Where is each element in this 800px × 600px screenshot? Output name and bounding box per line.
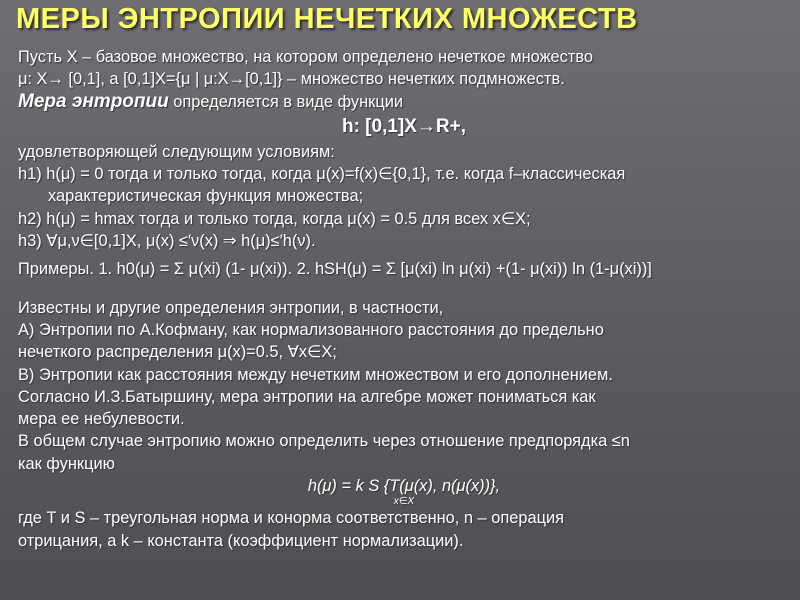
text-line-21: отрицания, а k – константа (коэффициент нормализации). bbox=[18, 531, 464, 550]
text-line-13: нечеткого распределения μ(x)=0.5, ∀x∈X; bbox=[18, 343, 337, 362]
text-line-3 bbox=[18, 91, 790, 113]
text-line-14: B) Энтропии как расстояния между нечетким множеством и его дополнением. bbox=[18, 365, 613, 384]
condition-h2: h2) h(μ) = hmax тогда и только тогда, когда μ(x) = 0.5 для всех x∈X; bbox=[18, 209, 531, 228]
slide-title: МЕРЫ ЭНТРОПИИ НЕЧЕТКИХ МНОЖЕСТВ bbox=[16, 3, 638, 35]
text-line-20: где T и S – треугольная норма и конорма соответственно, n – операция bbox=[18, 509, 564, 528]
text-line-5: удовлетворяющей следующим условиям: bbox=[18, 142, 335, 161]
text-line-15: Согласно И.З.Батыршину, мера энтропии на алгебре может пониматься как bbox=[18, 387, 596, 406]
text-line-16: мера ее небулевости. bbox=[18, 410, 185, 429]
formula-subscript: x∈X bbox=[393, 496, 415, 508]
text-line-18: как функцию bbox=[18, 454, 115, 473]
condition-h3: h3) ∀μ,ν∈[0,1]X, μ(x) ≤′ν(x) ⇒ h(μ)≤′h(ν). bbox=[18, 232, 316, 251]
condition-h1: h1) h(μ) = 0 тогда и только тогда, когда μ(x)=f(x)∈{0,1}, т.е. когда f–классическая bbox=[18, 165, 626, 184]
term-entropy-measure: Мера энтропии bbox=[18, 90, 169, 112]
text-line-11: Известны и другие определения энтропии, в частности, bbox=[18, 298, 444, 317]
text-line-1: Пусть X – базовое множество, на котором определено нечеткое множество bbox=[18, 48, 593, 66]
text-line-12: A) Энтропии по А.Кофману, как нормализованного расстояния до предельно bbox=[18, 320, 604, 339]
examples-line: Примеры. 1. h0(μ) = Σ μ(xi) (1- μ(xi)). 2. hSH(μ) = Σ [μ(xi) ln μ(xi) +(1- μ(xi)) ln (1-μ(xi))] bbox=[18, 260, 652, 279]
definition-text: определяется в виде функции bbox=[168, 92, 404, 111]
condition-h1-cont: характеристическая функция множества; bbox=[48, 187, 364, 206]
slide-body bbox=[18, 46, 790, 552]
general-entropy-formula bbox=[18, 475, 790, 507]
text-line-2: μ: X→ [0,1], а [0,1]X={μ | μ:X→[0,1]} – множество нечетких подмножеств. bbox=[18, 70, 565, 89]
text-line-17: В общем случае энтропию можно определить через отношение предпорядка ≤n bbox=[18, 432, 630, 451]
function-definition: h: [0,1]X→R+, bbox=[341, 115, 467, 137]
formula-text: h(μ) = k S {T(μ(x), n(μ(x))}, bbox=[307, 477, 501, 496]
